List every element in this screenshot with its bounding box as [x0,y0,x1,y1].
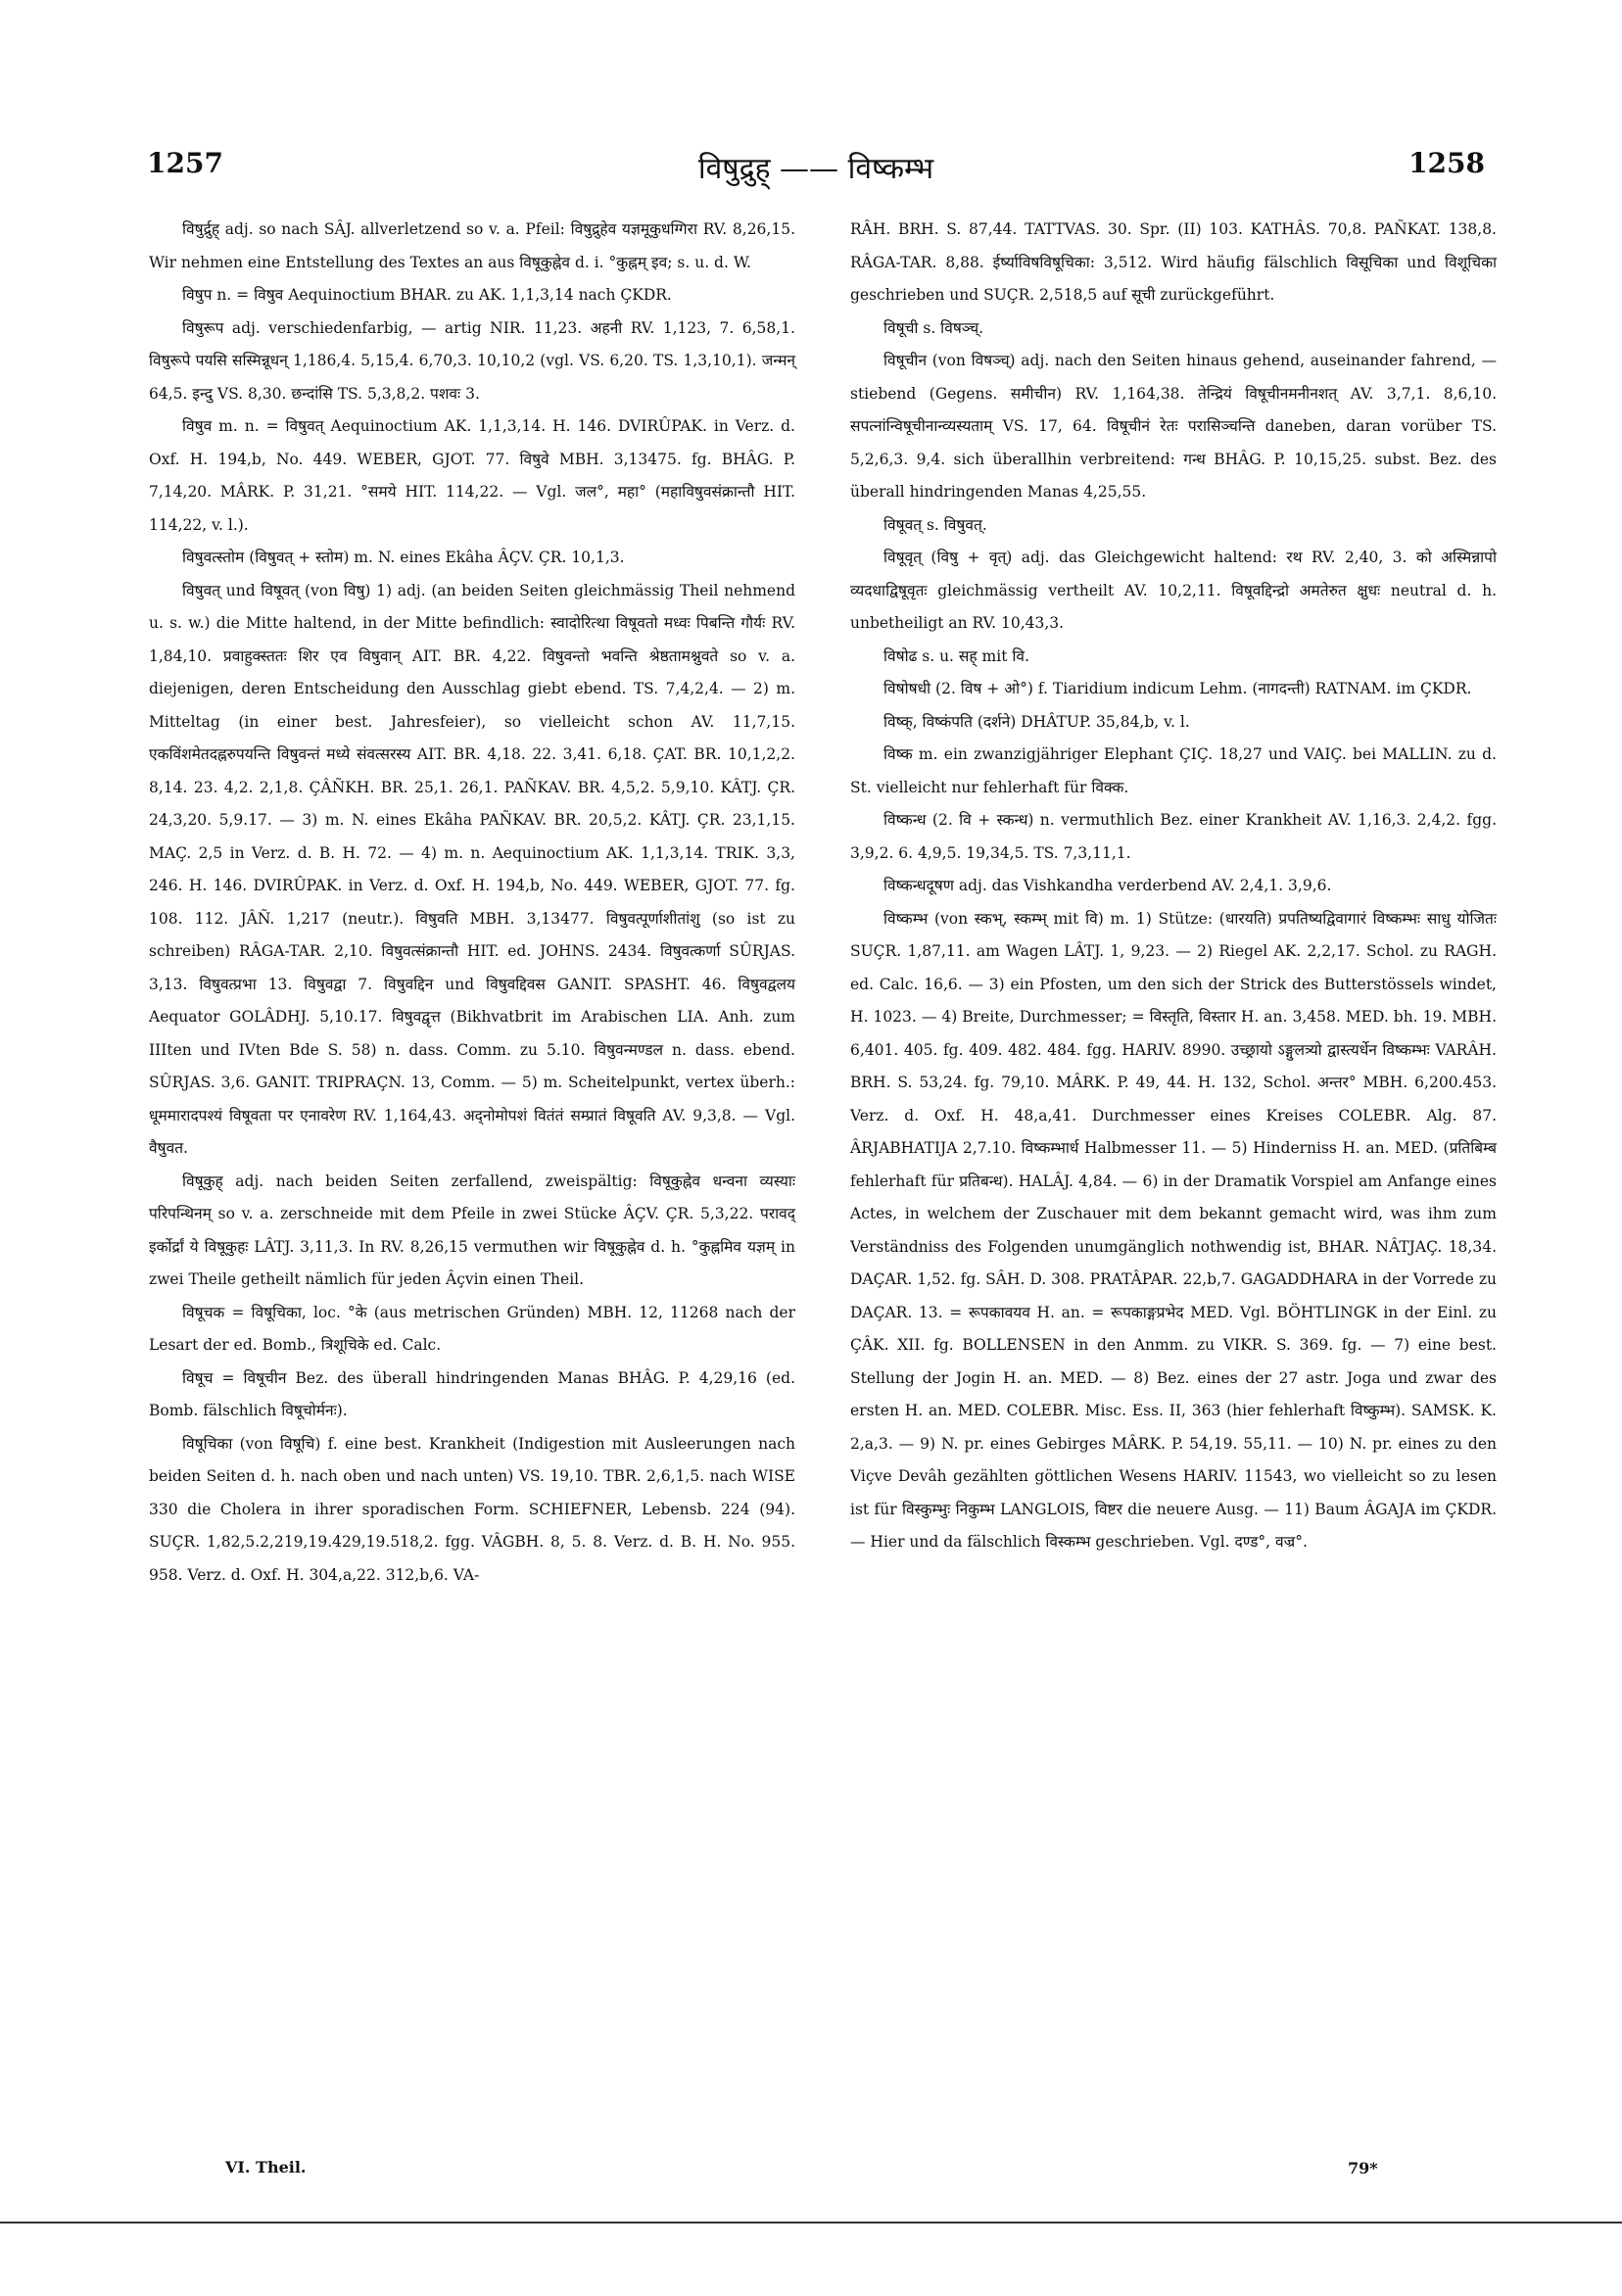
dictionary-entry: विष्क m. ein zwanzigjähriger Elephant ÇIÇ. 18,27 und VAIÇ. bei MALLIN. zu d. St. vielleicht nur fehlerhaft für विक्क. [850,745,1497,796]
left-column [149,214,795,1592]
running-head: विषुद्रुह् —— विष्कम्भ [697,152,934,186]
dictionary-entry: विष्कम्भ (von स्कभ्, स्कम्भ् mit वि) m. 1) Stütze: (धारयति) प्रपतिष्यद्विवागारं विष्कम्भः साधु योजितः SUÇR. 1,87,11. am Wagen LÂTJ. 1, 9,23. — 2) Riegel AK. 2,2,17. Schol. zu RAGH. ed. Calc. 16,6. — 3) ein Pfosten, um den sich der Strick des Butterstössels windet, H. 1023. — 4) Breite, Durchmesser; = विस्तृति, विस्तार H. an. 3,458. MED. bh. 19. MBH. 6,401. 405. fg. 409. 482. 484. fgg. HARIV. 8990. उच्छ्रायो ऽङ्गुलत्र्यो द्वास्त्यर्धेन विष्कम्भः VARÂH. BRH. S. 53,24. fg. 79,10. MÂRK. P. 49, 44. H. 132, Schol. अन्तर° MBH. 6,200.453. Verz. d. Oxf. H. 48,a,41. Durchmesser eines Kreises COLEBR. Alg. 87. ÂRJABHATIJA 2,7.10. विष्कम्भार्ध Halbmesser 11. — 5) Hinderniss H. an. MED. (प्रतिबिम्ब fehlerhaft für प्रतिबन्ध). HALÂJ. 4,84. — 6) in der Dramatik Vorspiel am Anfange eines Actes, in welchem der Zuschauer mit dem bekannt gemacht wird, was ihm zum Verständniss des Folgenden unumgänglich nothwendig ist, BHAR. NÂTJAÇ. 18,34. DAÇAR. 1,52. fg. SÂH. D. 308. PRATÂPAR. 22,b,7. GAGADDHARA in der Vorrede zu DAÇAR. 13. = रूपकावयव H. an. = रूपकाङ्गप्रभेद MED. Vgl. BÖHTLINGK in der Einl. zu ÇÂK. XII. fg. BOLLENSEN in den Anmm. zu VIKR. S. 369. fg. — 7) eine best. Stellung der Jogin H. an. MED. — 8) Bez. eines der 27 astr. Joga und zwar des ersten H. an. MED. COLEBR. Misc. Ess. II, 363 (hier fehlerhaft विष्कुम्भ). SAMSK. K. 2,a,3. — 9) N. pr. eines Gebirges MÂRK. P. 54,19. 55,11. — 10) N. pr. eines zu den Viçve Devâh gezählten göttlichen Wesens HARIV. 11543, wo vielleicht so zu lesen ist für विस्कुम्भुः निकुम्भ LANGLOIS, विष्टर die neuere Ausg. — 11) Baum ÂGAJA im ÇKDR. — Hier und da fälschlich विस्कम्भ geschrieben. Vgl. दण्ड°, वज्र°. [850,909,1497,1551]
page-header [147,147,1485,186]
dictionary-entry: विषूकुह् adj. nach beiden Seiten zerfallend, zweispältig: विषूकुह्नेव धन्वना व्यस्याः परिपन्थिनम् so v. a. zerschneide mit dem Pfeile in zwei Stücke ÂÇV. ÇR. 5,3,22. परावद् इर्कोर्द्रां ये विषूकुहः LÂTJ. 3,11,3. In RV. 8,26,15 vermuthen wir विषूकुह्नेव d. h. °कुह्नमिव यज्ञम् in zwei Theile getheilt nämlich für jeden Âçvin einen Theil. [149,1172,795,1288]
dictionary-entry: विषूचिका (von विषूचि) f. eine best. Krankheit (Indigestion mit Ausleerungen nach beiden Seiten d. h. nach oben und nach unten) VS. 19,10. TBR. 2,6,1,5. nach WISE 330 die Cholera in ihrer sporadischen Form. SCHIEFNER, Lebensb. 224 (94). SUÇR. 1,82,5.2,219,19.429,19.518,2. fgg. VÂGBH. 8, 5. 8. Verz. d. B. H. No. 955. 958. Verz. d. Oxf. H. 304,a,22. 312,b,6. VA- [149,1434,795,1584]
dictionary-entry: RÂH. BRH. S. 87,44. TATTVAS. 30. Spr. (II) 103. KATHÂS. 70,8. PAÑKAT. 138,8. RÂGA-TAR. 8,88. ईर्ष्याविषविषूचिका: 3,512. Wird häufig fälschlich विसूचिका und विशूचिका geschrieben und SUÇR. 2,518,5 auf सूची zurückgeführt. [850,220,1497,304]
dictionary-entry: विषूची s. विषञ्च्. [883,318,984,337]
dictionary-entry: विष्क्, विष्कंपति (दर्शने) DHÂTUP. 35,84,b, v. l. [883,712,1190,731]
dictionary-entry: विषुवत्स्तोम (विषुवत् + स्तोम) m. N. eines Ekâha ÂÇV. ÇR. 10,1,3. [182,549,625,566]
dictionary-entry: विष्कन्धदूषण adj. das Vishkandha verderbend AV. 2,4,1. 3,9,6. [883,877,1332,894]
dictionary-entry: विष्कन्ध (2. वि + स्कन्ध) n. vermuthlich Bez. einer Krankheit AV. 1,16,3. 2,4,2. fgg. 3,9,2. 6. 4,9,5. 19,34,5. TS. 7,3,11,1. [850,811,1497,862]
dictionary-entry: विषुरूप adj. verschiedenfarbig, — artig NIR. 11,23. अहनी RV. 1,123, 7. 6,58,1. विषुरूपे पयसि सस्मिन्नूधन् 1,186,4. 5,15,4. 6,70,3. 10,10,2 (vgl. VS. 6,20. TS. 1,3,10,1). जन्मन् 64,5. इन्दु VS. 8,30. छन्दांसि TS. 5,3,8,2. पशवः 3. [149,318,795,403]
dictionary-entry: विषोषधी (2. विष + ओ°) f. Tiaridium indicum Lehm. (नागदन्ती) RATNAM. im ÇKDR. [883,680,1472,697]
dictionary-entry: विषूवत् s. विषुवत्. [883,515,987,534]
dictionary-entry: विषूवृत् (विषु + वृत्) adj. das Gleichgewicht haltend: रथ RV. 2,40, 3. को अस्मिन्नापो व्यदधाद्विषूवृतः gleichmässig vertheilt AV. 10,2,11. विषूवद्दिन्द्रो अमतेरुत क्षुधः neutral d. h. unbetheiligt an RV. 10,43,3. [850,549,1497,632]
page-number-right: 1258 [1408,147,1485,179]
dictionary-entry: विषूचीन (von विषञ्च्) adj. nach den Seiten hinaus gehend, auseinander fahrend, — stiebend (Gegens. समीचीन) RV. 1,164,38. तेन्द्रियं विषूचीनमनीनशत् AV. 3,7,1. 8,6,10. सपत्नांन्विषूचीनान्व्यस्यताम् VS. 17, 64. विषूचीनं रेतः परासिञ्चन्ति daneben, daran vorüber TS. 5,2,6,3. 9,4. sich überallhin verbreitend: गन्ध BHÂG. P. 10,15,25. subst. Bez. des überall hindringenden Manas 4,25,55. [850,352,1497,501]
dictionary-entry: विषुवत् und विषूवत् (von विषु) 1) adj. (an beiden Seiten gleichmässig Theil nehmend u. s. w.) die Mitte haltend, in der Mitte befindlich: स्वादोरित्था विषूवतो मध्वः पिबन्ति गौर्यः RV. 1,84,10. प्रवाहुक्स्ततः शिर एव विषुवान् AIT. BR. 4,22. विषुवन्तो भवन्ति श्रेष्ठतामश्नुवते so v. a. diejenigen, deren Entscheidung den Ausschlag giebt ebend. TS. 7,4,2,4. — 2) m. Mitteltag (in einer best. Jahresfeier), so vielleicht schon AV. 11,7,15. एकविंशमेतदह्नरुपयन्ति विषुवन्तं मध्ये संवत्सरस्य AIT. BR. 4,18. 22. 3,41. 6,18. ÇAT. BR. 10,1,2,2. 8,14. 23. 4,2. 2,1,8. ÇÂÑKH. BR. 25,1. 26,1. PAÑKAV. BR. 4,5,2. 5,9,10. KÂTJ. ÇR. 24,3,20. 5,9.17. — 3) m. N. eines Ekâha PAÑKAV. BR. 20,5,2. KÂTJ. ÇR. 23,1,15. MAÇ. 2,5 in Verz. d. B. H. 72. — 4) m. n. Aequinoctium AK. 1,1,3,14. TRIK. 3,3, 246. H. 146. DVIRÛPAK. in Verz. d. Oxf. H. 194,b, No. 449. WEBER, GJOT. 77. fg. 108. 112. JÂÑ. 1,217 (neutr.). विषुवति MBH. 3,13477. विषुवत्पूर्णाशीतांशु (so ist zu schreiben) RÂGA-TAR. 2,10. विषुवत्संक्रान्तौ HIT. ed. JOHNS. 2434. विषुवत्कर्णा SÛRJAS. 3,13. विषुवत्प्रभा 13. विषुवद्वा 7. विषुवद्दिन und विषुवद्दिवस GANIT. SPASHT. 46. विषुवद्वलय Aequator GOLÂDHJ. 5,10.17. विषुवद्वृत्त (Bikhvatbrit im Arabischen LIA. Anh. zum IIIten und IVten Bde S. 58) n. dass. Comm. zu 5.10. विषुवन्मण्डल n. dass. ebend. SÛRJAS. 3,6. GANIT. TRIPRAÇN. 13, Comm. — 5) m. Scheitelpunkt, vertex überh.: धूममारादपश्यं विषूवता पर एनावरेण RV. 1,164,43. अद्नोमोपशं वितंतं सम्प्रातं विषूवति AV. 9,3,8. — Vgl. वैषुवत. [149,581,795,1157]
dictionary-entry: विषूच = विषूचीन Bez. des überall hindringenden Manas BHÂG. P. 4,29,16 (ed. Bomb. fälschlich विषूचोर्मनः). [149,1368,795,1419]
dictionary-entry: विषुर्द्रुह् adj. so nach SÂJ. allverletzend so v. a. Pfeil: विषुद्रुहेव यज्ञमूकुधग्गिरा RV. 8,26,15. Wir nehmen eine Entstellung des Textes an aus विषूकुह्नेव d. i. °कुह्नम् इव; s. u. d. W. [149,220,795,271]
footer-rule [0,2222,1622,2224]
dictionary-entry: विषुव m. n. = विषुवत् Aequinoctium AK. 1,1,3,14. H. 146. DVIRÛPAK. in Verz. d. Oxf. H. 194,b, No. 449. WEBER, GJOT. 77. विषुवे MBH. 3,13475. fg. BHÂG. P. 7,14,20. MÂRK. P. 31,21. °समये HIT. 114,22. — Vgl. जल°, महा° (महाविषुवसंक्रान्तौ HIT. 114,22, v. l.). [149,417,795,534]
dictionary-entry: विषुप n. = विषुव Aequinoctium BHAR. zu AK. 1,1,3,14 nach ÇKDR. [182,286,672,304]
dictionary-entry: विषोढ s. u. सह् mit वि. [883,646,1029,665]
dictionary-entry: विषूचक = विषूचिका, loc. °के (aus metrischen Gründen) MBH. 12, 11268 nach der Lesart der ed. Bomb., त्रिशूचिके ed. Calc. [149,1303,795,1354]
page-number-left: 1257 [147,147,223,179]
volume-signature: VI. Theil. [225,2158,307,2176]
right-column [850,214,1497,1559]
sheet-signature: 79* [1348,2159,1378,2177]
